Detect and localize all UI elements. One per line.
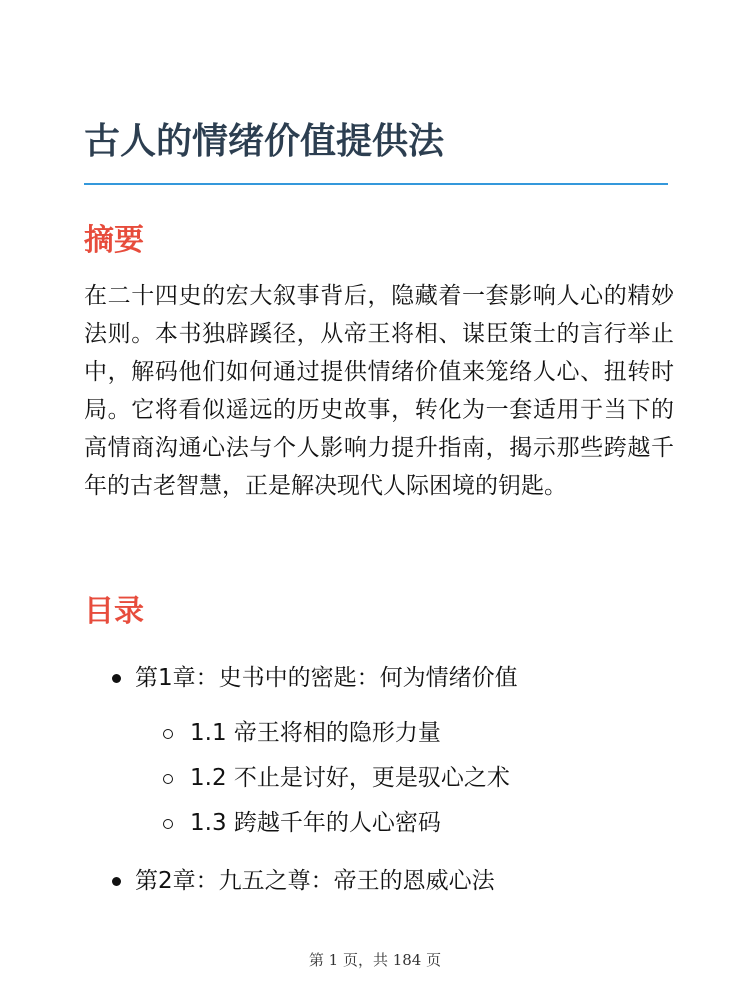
bullet-circle-icon: [163, 819, 173, 829]
bullet-dot-icon: [112, 674, 121, 683]
toc-chapter-label: 第1章：史书中的密匙：何为情绪价值: [135, 665, 518, 691]
abstract-paragraph: 在二十四史的宏大叙事背后，隐藏着一套影响人心的精妙法则。本书独辟蹊径，从帝王将相、谋臣策士的言行举止中，解码他们如何通过提供情绪价值来笼络人心、扭转时局。它将看似遥远的历史故事，转化为一套适用于当下的高情商沟通心法与个人影响力提升指南，揭示那些跨越千年的古老智慧，正是解决现代人际困境的钥匙。: [84, 283, 674, 499]
toc-chapter-label: 第2章：九五之尊：帝王的恩威心法: [135, 868, 495, 894]
toc-section-label: 1.1 帝王将相的隐形力量: [190, 720, 441, 746]
bullet-circle-icon: [163, 774, 173, 784]
toc-section-label: 1.2 不止是讨好，更是驭心之术: [190, 765, 510, 791]
page-footer: 第 1 页，共 184 页: [308, 951, 442, 969]
toc-section-label: 1.3 跨越千年的人心密码: [190, 810, 441, 836]
bullet-dot-icon: [112, 877, 121, 886]
title-divider: [84, 183, 668, 185]
toc-heading: 目录: [84, 594, 144, 629]
document-title: 古人的情绪价值提供法: [84, 121, 445, 162]
abstract-heading: 摘要: [84, 223, 144, 258]
bullet-circle-icon: [163, 729, 173, 739]
